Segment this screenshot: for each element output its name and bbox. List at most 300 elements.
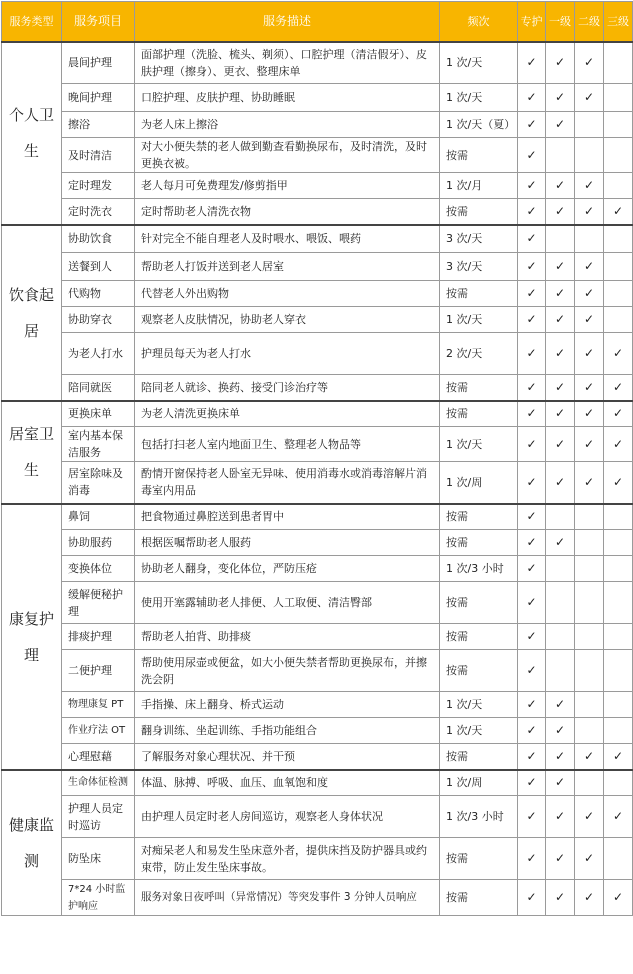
frequency-cell: 按需 — [440, 401, 518, 427]
service-item-cell: 心理慰藉 — [62, 744, 135, 770]
level-one-cell — [546, 307, 575, 333]
header-frequency: 频次 — [440, 2, 518, 42]
table-row — [2, 880, 633, 916]
table-row — [2, 225, 633, 253]
level-two-cell — [575, 225, 604, 253]
check-mark-icon: ✓ — [583, 851, 595, 865]
level-one-cell — [546, 556, 575, 582]
frequency-cell: 2 次/天 — [440, 333, 518, 375]
special-care-cell — [518, 199, 546, 225]
table-row — [2, 112, 633, 138]
level-two-cell — [575, 401, 604, 427]
check-mark-icon: ✓ — [583, 436, 595, 451]
service-item-cell: 鼻饲 — [62, 504, 135, 530]
check-mark-icon: ✓ — [583, 90, 595, 104]
level-two-cell — [575, 530, 604, 556]
table-row — [2, 84, 633, 112]
check-mark-icon: ✓ — [526, 346, 537, 360]
table-row — [2, 462, 633, 504]
check-mark-icon: ✓ — [526, 436, 537, 451]
frequency-cell: 1 次/天 — [440, 84, 518, 112]
table-row — [2, 173, 633, 199]
level-one-cell — [546, 253, 575, 281]
level-three-cell — [604, 199, 633, 225]
category-cell: 居室卫生 — [2, 401, 62, 504]
level-two-cell — [575, 199, 604, 225]
level-one-cell — [546, 333, 575, 375]
service-item-cell: 生命体征检测 — [62, 770, 135, 796]
level-three-cell — [604, 744, 633, 770]
level-three-cell — [604, 796, 633, 838]
service-item-cell: 缓解便秘护理 — [62, 582, 135, 624]
check-mark-icon: ✓ — [554, 286, 566, 300]
level-two-cell — [575, 462, 604, 504]
check-mark-icon: ✓ — [526, 474, 537, 489]
level-three-cell — [604, 556, 633, 582]
service-description-cell: 协助老人翻身，变化体位，严防压疮 — [135, 556, 440, 582]
check-mark-icon: ✓ — [554, 748, 566, 763]
level-three-cell — [604, 307, 633, 333]
table-row — [2, 530, 633, 556]
service-description-cell: 了解服务对象心理状况、并干预 — [135, 744, 440, 770]
header-special-care: 专护 — [518, 2, 546, 42]
special-care-cell — [518, 744, 546, 770]
check-mark-icon: ✓ — [554, 474, 566, 489]
check-mark-icon: ✓ — [583, 809, 595, 823]
check-mark-icon: ✓ — [526, 90, 537, 104]
level-two-cell — [575, 718, 604, 744]
service-description-cell: 根据医嘱帮助老人服药 — [135, 530, 440, 556]
level-one-cell — [546, 375, 575, 401]
service-item-cell: 协助穿衣 — [62, 307, 135, 333]
level-three-cell — [604, 138, 633, 173]
table-row — [2, 838, 633, 880]
frequency-cell: 1 次/天 — [440, 427, 518, 462]
level-one-cell — [546, 281, 575, 307]
special-care-cell — [518, 173, 546, 199]
level-two-cell — [575, 112, 604, 138]
frequency-cell: 按需 — [440, 624, 518, 650]
special-care-cell — [518, 880, 546, 916]
level-three-cell — [604, 333, 633, 375]
check-mark-icon: ✓ — [583, 312, 595, 326]
service-item-cell: 室内基本保洁服务 — [62, 427, 135, 462]
level-three-cell — [604, 504, 633, 530]
check-mark-icon: ✓ — [583, 286, 595, 300]
service-item-cell: 陪同就医 — [62, 375, 135, 401]
level-three-cell — [604, 253, 633, 281]
level-two-cell — [575, 281, 604, 307]
check-mark-icon: ✓ — [554, 775, 566, 790]
service-description-cell: 对大小便失禁的老人做到勤查看勤换尿布，及时清洗，及时更换衣被。 — [135, 138, 440, 173]
special-care-cell — [518, 462, 546, 504]
table-row — [2, 333, 633, 375]
service-item-cell: 居室除味及消毒 — [62, 462, 135, 504]
service-item-cell: 变换体位 — [62, 556, 135, 582]
service-item-cell: 及时清洁 — [62, 138, 135, 173]
header-service-item: 服务项目 — [62, 2, 135, 42]
level-three-cell — [604, 401, 633, 427]
check-mark-icon: ✓ — [526, 203, 537, 218]
frequency-cell: 按需 — [440, 582, 518, 624]
check-mark-icon: ✓ — [554, 55, 566, 70]
special-care-cell — [518, 838, 546, 880]
level-two-cell — [575, 42, 604, 84]
level-one-cell — [546, 880, 575, 916]
special-care-cell — [518, 138, 546, 173]
frequency-cell: 按需 — [440, 375, 518, 401]
special-care-cell — [518, 582, 546, 624]
frequency-cell: 1 次/天（夏） — [440, 112, 518, 138]
level-three-cell — [604, 880, 633, 916]
level-one-cell — [546, 624, 575, 650]
level-one-cell — [546, 173, 575, 199]
check-mark-icon: ✓ — [526, 379, 537, 394]
service-item-cell: 送餐到人 — [62, 253, 135, 281]
table-row — [2, 253, 633, 281]
service-item-cell: 更换床单 — [62, 401, 135, 427]
frequency-cell: 按需 — [440, 281, 518, 307]
frequency-cell: 按需 — [440, 530, 518, 556]
frequency-cell: 3 次/天 — [440, 225, 518, 253]
check-mark-icon: ✓ — [526, 595, 537, 609]
level-one-cell — [546, 225, 575, 253]
check-mark-icon: ✓ — [583, 203, 595, 218]
level-three-cell — [604, 838, 633, 880]
frequency-cell: 按需 — [440, 199, 518, 225]
table-row — [2, 692, 633, 718]
level-two-cell — [575, 173, 604, 199]
check-mark-icon: ✓ — [554, 346, 566, 360]
level-two-cell — [575, 796, 604, 838]
level-three-cell — [604, 770, 633, 796]
level-two-cell — [575, 650, 604, 692]
special-care-cell — [518, 650, 546, 692]
level-one-cell — [546, 796, 575, 838]
check-mark-icon: ✓ — [526, 231, 537, 246]
service-description-cell: 帮助使用尿壶或便盆，如大小便失禁者帮助更换尿布，并擦洗会阴 — [135, 650, 440, 692]
check-mark-icon: ✓ — [554, 851, 566, 865]
level-one-cell — [546, 199, 575, 225]
service-item-cell: 二便护理 — [62, 650, 135, 692]
service-description-cell: 口腔护理、皮肤护理、协助睡眠 — [135, 84, 440, 112]
level-two-cell — [575, 838, 604, 880]
check-mark-icon: ✓ — [554, 890, 566, 904]
service-description-cell: 对痴呆老人和易发生坠床意外者，提供床挡及防护器具或约束带，防止发生坠床事故。 — [135, 838, 440, 880]
table-row — [2, 796, 633, 838]
special-care-cell — [518, 427, 546, 462]
check-mark-icon: ✓ — [612, 406, 624, 421]
check-mark-icon: ✓ — [612, 809, 624, 823]
special-care-cell — [518, 770, 546, 796]
check-mark-icon: ✓ — [583, 259, 595, 273]
check-mark-icon: ✓ — [526, 775, 537, 790]
service-description-cell: 为老人清洗更换床单 — [135, 401, 440, 427]
check-mark-icon: ✓ — [526, 809, 537, 823]
level-three-cell — [604, 650, 633, 692]
check-mark-icon: ✓ — [612, 379, 624, 394]
special-care-cell — [518, 401, 546, 427]
frequency-cell: 1 次/3 小时 — [440, 556, 518, 582]
level-two-cell — [575, 307, 604, 333]
frequency-cell: 1 次/周 — [440, 462, 518, 504]
check-mark-icon: ✓ — [554, 406, 566, 421]
table-row — [2, 770, 633, 796]
header-level-two: 二级 — [575, 2, 604, 42]
service-item-cell: 物理康复 PT — [62, 692, 135, 718]
frequency-cell: 1 次/周 — [440, 770, 518, 796]
service-item-cell: 7*24 小时监护响应 — [62, 880, 135, 916]
level-three-cell — [604, 624, 633, 650]
special-care-cell — [518, 530, 546, 556]
check-mark-icon: ✓ — [526, 629, 537, 643]
check-mark-icon: ✓ — [526, 697, 537, 711]
service-description-cell: 为老人床上擦浴 — [135, 112, 440, 138]
service-description-cell: 帮助老人拍背、助排痰 — [135, 624, 440, 650]
level-one-cell — [546, 138, 575, 173]
level-one-cell — [546, 770, 575, 796]
level-three-cell — [604, 462, 633, 504]
level-one-cell — [546, 504, 575, 530]
level-one-cell — [546, 718, 575, 744]
check-mark-icon: ✓ — [554, 117, 566, 131]
level-one-cell — [546, 530, 575, 556]
service-description-cell: 定时帮助老人清洗衣物 — [135, 199, 440, 225]
level-one-cell — [546, 84, 575, 112]
service-description-cell: 代替老人外出购物 — [135, 281, 440, 307]
table-row — [2, 582, 633, 624]
level-three-cell — [604, 692, 633, 718]
table-row — [2, 427, 633, 462]
level-two-cell — [575, 744, 604, 770]
frequency-cell: 按需 — [440, 138, 518, 173]
frequency-cell: 1 次/天 — [440, 42, 518, 84]
check-mark-icon: ✓ — [612, 890, 624, 904]
check-mark-icon: ✓ — [526, 509, 537, 524]
special-care-cell — [518, 556, 546, 582]
check-mark-icon: ✓ — [554, 697, 566, 711]
level-three-cell — [604, 112, 633, 138]
service-item-cell: 护理人员定时巡访 — [62, 796, 135, 838]
service-item-cell: 定时理发 — [62, 173, 135, 199]
level-one-cell — [546, 692, 575, 718]
check-mark-icon: ✓ — [526, 312, 537, 326]
special-care-cell — [518, 84, 546, 112]
check-mark-icon: ✓ — [583, 890, 595, 904]
service-description-cell: 翻身训练、坐起训练、手指功能组合 — [135, 718, 440, 744]
check-mark-icon: ✓ — [526, 286, 537, 300]
check-mark-icon: ✓ — [526, 561, 537, 575]
category-cell: 健康监测 — [2, 770, 62, 916]
frequency-cell: 按需 — [440, 650, 518, 692]
check-mark-icon: ✓ — [554, 436, 566, 451]
check-mark-icon: ✓ — [526, 890, 537, 904]
level-two-cell — [575, 504, 604, 530]
table-row — [2, 744, 633, 770]
service-item-cell: 协助服药 — [62, 530, 135, 556]
special-care-cell — [518, 718, 546, 744]
table-row — [2, 375, 633, 401]
table-row — [2, 199, 633, 225]
special-care-cell — [518, 307, 546, 333]
frequency-cell: 1 次/天 — [440, 692, 518, 718]
special-care-cell — [518, 333, 546, 375]
category-cell: 饮食起居 — [2, 225, 62, 401]
category-cell: 康复护理 — [2, 504, 62, 770]
level-one-cell — [546, 650, 575, 692]
service-description-cell: 手指操、床上翻身、桥式运动 — [135, 692, 440, 718]
table-row — [2, 650, 633, 692]
level-one-cell — [546, 838, 575, 880]
check-mark-icon: ✓ — [526, 535, 537, 549]
table-row — [2, 42, 633, 84]
level-three-cell — [604, 718, 633, 744]
service-item-cell: 晨间护理 — [62, 42, 135, 84]
level-three-cell — [604, 427, 633, 462]
level-three-cell — [604, 42, 633, 84]
service-description-cell: 帮助老人打饭并送到老人居室 — [135, 253, 440, 281]
service-description-cell: 包括打扫老人室内地面卫生、整理老人物品等 — [135, 427, 440, 462]
service-description-cell: 陪同老人就诊、换药、接受门诊治疗等 — [135, 375, 440, 401]
service-item-cell: 协助饮食 — [62, 225, 135, 253]
frequency-cell: 按需 — [440, 744, 518, 770]
service-description-cell: 护理员每天为老人打水 — [135, 333, 440, 375]
frequency-cell: 1 次/天 — [440, 307, 518, 333]
check-mark-icon: ✓ — [612, 748, 624, 763]
level-one-cell — [546, 427, 575, 462]
service-description-cell: 观察老人皮肤情况，协助老人穿衣 — [135, 307, 440, 333]
check-mark-icon: ✓ — [526, 178, 537, 192]
service-item-cell: 晚间护理 — [62, 84, 135, 112]
check-mark-icon: ✓ — [554, 723, 566, 737]
level-one-cell — [546, 42, 575, 84]
service-item-cell: 代购物 — [62, 281, 135, 307]
check-mark-icon: ✓ — [583, 748, 595, 763]
service-description-cell: 面部护理（洗脸、梳头、剃须）、口腔护理（清洁假牙）、皮肤护理（擦身）、更衣、整理床单 — [135, 42, 440, 84]
level-two-cell — [575, 427, 604, 462]
check-mark-icon: ✓ — [554, 90, 566, 104]
header-service-type: 服务类型 — [2, 2, 62, 42]
check-mark-icon: ✓ — [554, 178, 566, 192]
level-two-cell — [575, 84, 604, 112]
frequency-cell: 按需 — [440, 838, 518, 880]
check-mark-icon: ✓ — [554, 203, 566, 218]
level-one-cell — [546, 744, 575, 770]
table-body — [2, 42, 633, 916]
frequency-cell: 1 次/天 — [440, 718, 518, 744]
level-two-cell — [575, 624, 604, 650]
level-two-cell — [575, 375, 604, 401]
check-mark-icon: ✓ — [583, 178, 595, 192]
service-description-cell: 使用开塞露辅助老人排便、人工取便、清洁臀部 — [135, 582, 440, 624]
table-row — [2, 624, 633, 650]
check-mark-icon: ✓ — [612, 346, 624, 360]
header-row — [2, 2, 633, 42]
header-service-description: 服务描述 — [135, 2, 440, 42]
category-cell: 个人卫生 — [2, 42, 62, 225]
check-mark-icon: ✓ — [554, 535, 566, 549]
special-care-cell — [518, 281, 546, 307]
level-three-cell — [604, 84, 633, 112]
check-mark-icon: ✓ — [583, 55, 595, 70]
service-description-cell: 由护理人员定时老人房间巡访，观察老人身体状况 — [135, 796, 440, 838]
level-one-cell — [546, 462, 575, 504]
table-row — [2, 401, 633, 427]
service-table — [1, 1, 633, 916]
check-mark-icon: ✓ — [612, 474, 624, 489]
service-description-cell: 把食物通过鼻腔送到患者胃中 — [135, 504, 440, 530]
table-row — [2, 504, 633, 530]
service-item-cell: 为老人打水 — [62, 333, 135, 375]
level-one-cell — [546, 401, 575, 427]
service-description-cell: 老人每月可免费理发/修剪指甲 — [135, 173, 440, 199]
frequency-cell: 1 次/月 — [440, 173, 518, 199]
level-three-cell — [604, 281, 633, 307]
level-two-cell — [575, 582, 604, 624]
special-care-cell — [518, 253, 546, 281]
special-care-cell — [518, 375, 546, 401]
special-care-cell — [518, 504, 546, 530]
service-item-cell: 防坠床 — [62, 838, 135, 880]
check-mark-icon: ✓ — [526, 851, 537, 865]
level-two-cell — [575, 692, 604, 718]
level-two-cell — [575, 770, 604, 796]
frequency-cell: 按需 — [440, 880, 518, 916]
check-mark-icon: ✓ — [526, 147, 537, 162]
check-mark-icon: ✓ — [612, 203, 624, 218]
check-mark-icon: ✓ — [554, 379, 566, 394]
check-mark-icon: ✓ — [554, 809, 566, 823]
service-description-cell: 针对完全不能自理老人及时喂水、喂饭、喂药 — [135, 225, 440, 253]
special-care-cell — [518, 42, 546, 84]
check-mark-icon: ✓ — [526, 55, 537, 70]
level-three-cell — [604, 173, 633, 199]
level-two-cell — [575, 253, 604, 281]
check-mark-icon: ✓ — [554, 259, 566, 273]
check-mark-icon: ✓ — [526, 723, 537, 737]
service-item-cell: 擦浴 — [62, 112, 135, 138]
table-row — [2, 718, 633, 744]
service-description-cell: 服务对象日夜呼叫（异常情况）等突发事件 3 分钟人员响应 — [135, 880, 440, 916]
level-three-cell — [604, 375, 633, 401]
header-level-one: 一级 — [546, 2, 575, 42]
level-two-cell — [575, 880, 604, 916]
header-level-three: 三级 — [604, 2, 633, 42]
check-mark-icon: ✓ — [583, 406, 595, 421]
service-item-cell: 作业疗法 OT — [62, 718, 135, 744]
level-three-cell — [604, 225, 633, 253]
level-two-cell — [575, 556, 604, 582]
level-three-cell — [604, 582, 633, 624]
service-item-cell: 排痰护理 — [62, 624, 135, 650]
frequency-cell: 按需 — [440, 504, 518, 530]
check-mark-icon: ✓ — [583, 346, 595, 360]
special-care-cell — [518, 624, 546, 650]
special-care-cell — [518, 692, 546, 718]
check-mark-icon: ✓ — [526, 663, 537, 677]
table-row — [2, 307, 633, 333]
check-mark-icon: ✓ — [583, 474, 595, 489]
check-mark-icon: ✓ — [526, 406, 537, 421]
table-row — [2, 281, 633, 307]
check-mark-icon: ✓ — [526, 117, 537, 131]
special-care-cell — [518, 112, 546, 138]
check-mark-icon: ✓ — [612, 436, 624, 451]
frequency-cell: 1 次/3 小时 — [440, 796, 518, 838]
special-care-cell — [518, 225, 546, 253]
special-care-cell — [518, 796, 546, 838]
service-description-cell: 体温、脉搏、呼吸、血压、血氧饱和度 — [135, 770, 440, 796]
